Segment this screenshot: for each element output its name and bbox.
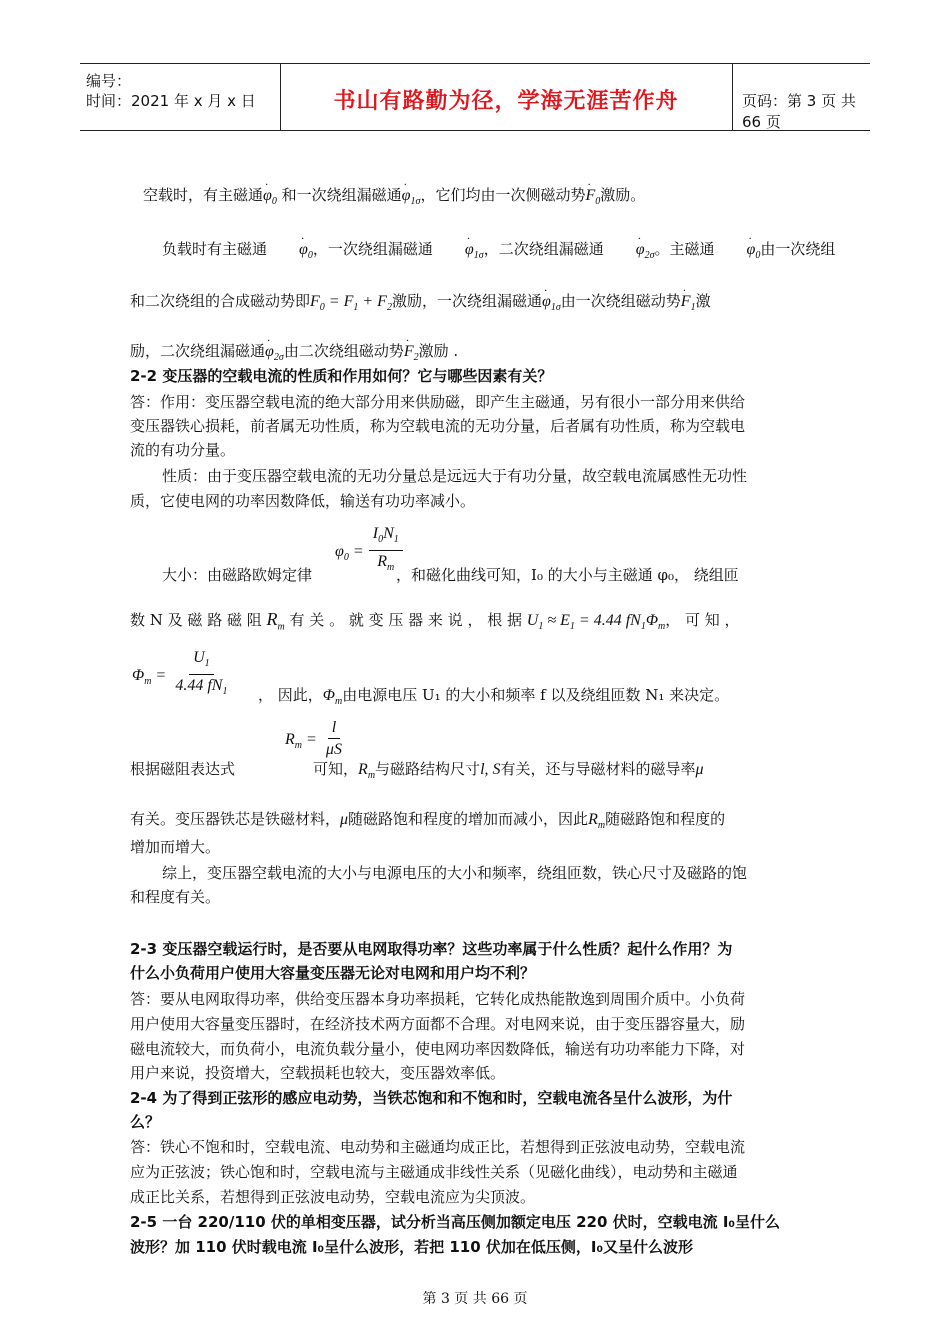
text: 负载时有主磁通 xyxy=(162,240,268,258)
text: ，和磁化曲线可知，I₀ 的大小与主磁通 φ₀， 绕组匝 xyxy=(396,566,739,584)
answer-line xyxy=(130,562,820,588)
formula-phi0: · $\varphi_0$ xyxy=(263,183,277,215)
text: ， 可 知 ， xyxy=(665,611,740,629)
formula-phi2sigma: · $\varphi_{2\sigma}$ xyxy=(265,339,284,371)
text: 可知， xyxy=(313,760,359,778)
formula-Phim: $\Phi_m$ xyxy=(322,687,343,708)
text: ， 因此， xyxy=(258,686,323,704)
formula-F2: · $F_2$ xyxy=(404,339,419,371)
formula-mu: μ xyxy=(340,811,349,828)
text: ，二次绕组漏磁通 xyxy=(483,240,604,258)
page-header xyxy=(80,63,870,131)
formula-U1-E1: $U_1 \approx E_1 = 4.44$ $fN_1\Phi_m$ xyxy=(526,612,666,633)
formula-Rm: $R_m$ xyxy=(358,761,376,782)
formula-Rm: $R_m$ xyxy=(588,811,606,832)
question-2-5: 2-5 一台 220/110 伏的单相变压器，试分析当高压侧加额定电压 220 伏时，空载电流 I₀呈什么 xyxy=(130,1213,780,1231)
para-noload xyxy=(143,182,833,215)
para-load-1 xyxy=(130,236,836,269)
page-footer: 第 3 页 共 66 页 xyxy=(422,1291,528,1307)
header-date: 时间：2021 年 x 月 x 日 xyxy=(86,92,256,110)
formula-F1: · $F_1$ xyxy=(681,289,696,321)
formula-phi1sigma: · $\varphi_{1\sigma}$ xyxy=(542,289,561,321)
formula-phi0: · $\varphi_0$ xyxy=(715,237,761,269)
header-motto: 书山有路勤为径，学海无涯苦作舟 xyxy=(333,89,679,114)
question-2-4: 么？ xyxy=(130,1113,161,1131)
formula-phi0: · $\varphi_0$ xyxy=(267,237,313,269)
formula-phi1sigma: · $\varphi_{1\sigma}$ xyxy=(402,183,421,215)
text: 励，二次绕组漏磁通 xyxy=(130,342,266,360)
text: 随磁路饱和程度的增加而减小，因此 xyxy=(348,810,589,828)
text: 激 xyxy=(695,292,711,310)
question-2-4: 2-4 为了得到正弦形的感应电动势，当铁芯饱和和不饱和时，空载电流各呈什么波形，为什 xyxy=(130,1089,733,1107)
text: 由二次绕组磁动势 xyxy=(283,342,404,360)
formula-phi1sigma: · $\varphi_{1\sigma}$ xyxy=(433,237,484,269)
question-2-5: 波形？加 110 伏时载电流 I₀呈什么波形，若把 110 伏加在低压侧，I₀又呈什么波形 xyxy=(130,1238,694,1256)
para-load-2 xyxy=(130,288,820,321)
formula-mu: μ xyxy=(695,761,704,778)
text: ，一次绕组漏磁通 xyxy=(312,240,433,258)
formula-Rm: $R_m$ xyxy=(266,609,285,633)
answer-line: 答：要从电网取得功率，供给变压器本身功率损耗，它转化成热能散逸到周围介质中。小负荷 xyxy=(130,990,746,1008)
answer-line: 和程度有关。 xyxy=(130,888,221,906)
answer-line: 综上，变压器空载电流的大小与电源电压的大小和频率，绕组匝数，铁心尺寸及磁路的饱 xyxy=(162,864,748,882)
header-page-number: 页码：第 3 页 共 66 页 xyxy=(742,92,856,131)
text: 激励，一次绕组漏磁通 xyxy=(391,292,542,310)
answer-line: 磁电流较大，而负荷小，电流负载分量小，使电网功率因数降低，输送有功功率能力下降，对 xyxy=(130,1040,746,1058)
answer-line: 应为正弦波；铁心饱和时，空载电流与主磁通成非线性关系（见磁化曲线），电动势和主磁通 xyxy=(130,1163,738,1181)
answer-line: 答：铁心不饱和时，空载电流、电动势和主磁通均成正比，若想得到正弦波电动势，空载电流 xyxy=(130,1138,746,1156)
question-2-2: 2-2 变压器的空载电流的性质和作用如何？它与哪些因素有关？ xyxy=(130,367,553,385)
answer-line: 变压器铁心损耗，前者属无功性质，称为空载电流的无功分量，后者属有功性质，称为空载电 xyxy=(130,417,746,435)
answer-line: 性质：由于变压器空载电流的无功分量总是远远大于有功分量，故空载电流属感性无功性 xyxy=(162,467,748,485)
text: 随磁路饱和程度的 xyxy=(605,810,726,828)
text: 和一次绕组漏磁通 xyxy=(281,186,402,204)
formula-reluctance: $R_m$ = $\frac{l}{\mu S}$ xyxy=(285,719,342,758)
answer-line: 增加而增大。 xyxy=(130,838,221,856)
answer-line xyxy=(130,756,820,789)
answer-line: 质，它使电网的功率因数降低，输送有功功率减小。 xyxy=(130,492,476,510)
text: 和二次绕组的合成磁动势即 xyxy=(130,292,311,310)
header-meta-cell xyxy=(80,64,281,130)
answer-line: 用户使用大容量变压器时，在经济技术两方面都不合理。对电网来说，由于变压器容量大，励 xyxy=(130,1015,746,1033)
text: 有关，还与导磁材料的磁导率 xyxy=(500,760,696,778)
formula-F0-sum: $F_0 = F_1 + F_2$ xyxy=(310,293,392,314)
text: 。主磁通 xyxy=(654,240,715,258)
answer-line xyxy=(258,682,818,715)
formula-phim: $\Phi_m$ = $\frac{U_1}{4.44 fN_1}$ xyxy=(132,649,228,698)
formula-lS: l, S xyxy=(480,761,501,778)
text: 有关。变压器铁芯是铁磁材料， xyxy=(130,810,341,828)
text: 激励。 xyxy=(600,186,646,204)
text: 由一次绕组磁动势 xyxy=(560,292,681,310)
text: 大小：由磁路欧姆定律 xyxy=(162,566,313,584)
text: ，它们均由一次侧磁动势 xyxy=(420,186,586,204)
answer-line: 流的有功分量。 xyxy=(130,441,236,459)
text: 激励 . xyxy=(418,342,459,360)
answer-line: 答：作用：变压器空载电流的绝大部分用来供励磁，即产生主磁通，另有很小一部分用来供给 xyxy=(130,393,746,411)
header-motto-cell xyxy=(280,64,733,130)
text: 根据磁阻表达式 xyxy=(130,760,236,778)
question-2-3: 2-3 变压器空载运行时，是否要从电网取得功率？这些功率属于什么性质？起什么作用？为 xyxy=(130,940,733,958)
header-page-cell xyxy=(732,64,870,130)
text: 由电源电压 U₁ 的大小和频率 f 以及绕组匝数 N₁ 来决定。 xyxy=(342,686,730,704)
text: 由一次绕组 xyxy=(760,240,836,258)
answer-line: 用户来说，投资增大，空载损耗也较大，变压器效率低。 xyxy=(130,1064,506,1082)
formula-phi2sigma: · $\varphi_{2\sigma}$ xyxy=(604,237,655,269)
formula-ohm-law: $\varphi_0$ = $\frac{I_0N_1}{R_m}$ xyxy=(335,524,403,579)
text: 数 N 及 磁 路 磁 阻 xyxy=(130,611,262,629)
text: 有 关 。 就 变 压 器 来 说 ， 根 据 xyxy=(289,611,522,629)
formula-F0: · $F_0$ xyxy=(585,183,600,215)
answer-line xyxy=(130,606,820,641)
answer-line: 成正比关系，若想得到正弦波电动势，空载电流应为尖顶波。 xyxy=(130,1188,536,1206)
header-serial: 编号： xyxy=(86,72,132,90)
question-2-3: 什么小负荷用户使用大容量变压器无论对电网和用户均不利？ xyxy=(130,964,536,982)
text: 与磁路结构尺寸 xyxy=(375,760,481,778)
text: 空载时，有主磁通 xyxy=(143,186,264,204)
